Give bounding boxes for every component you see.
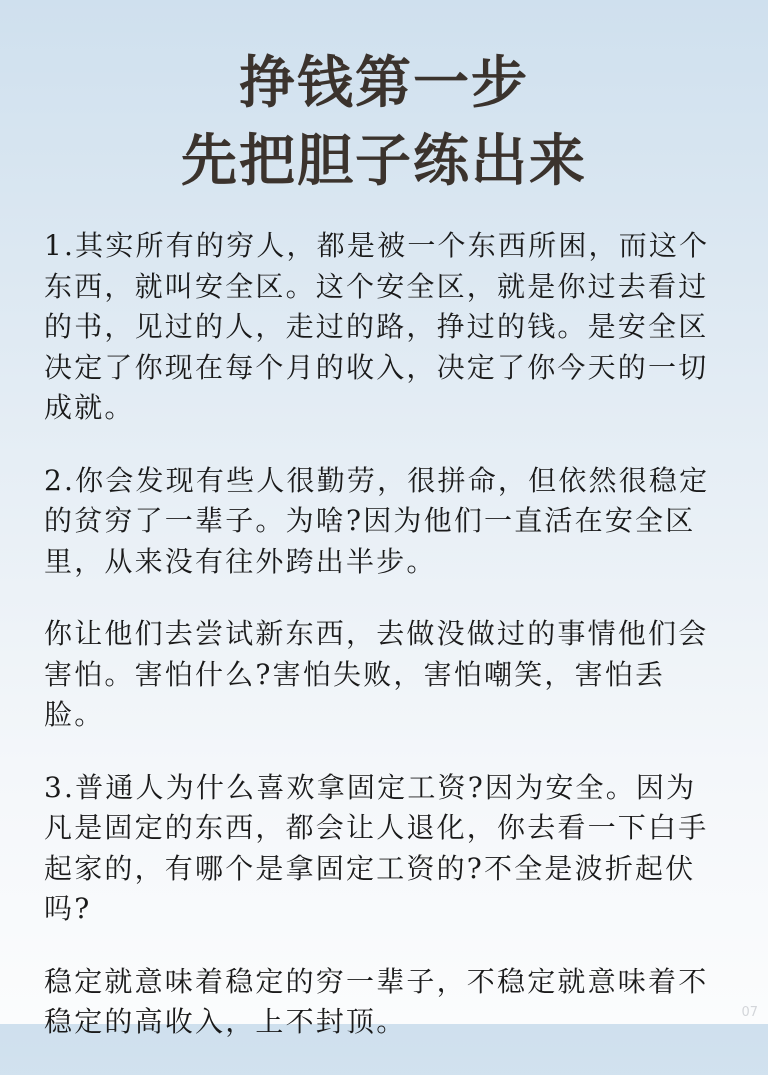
article-body: [44, 226, 724, 1075]
title-line-2: 先把胆子练出来: [181, 128, 587, 194]
title-line-1: 挣钱第一步: [239, 50, 529, 116]
page-number: 07: [741, 1005, 758, 1020]
paragraph-3: 你让他们去尝试新东西，去做没做过的事情他们会害怕。害怕什么?害怕失败，害怕嘲笑，害怕丢脸。: [44, 617, 709, 731]
paragraph-1: 1.其实所有的穷人，都是被一个东西所困，而这个东西，就叫安全区。这个安全区，就是你过去看过的书，见过的人，走过的路，挣过的钱。是安全区决定了你现在每个月的收入，决定了你今天的一切成就。: [44, 229, 710, 424]
paragraph-2: 2.你会发现有些人很勤劳，很拼命，但依然很稳定的贫穷了一辈子。为啥?因为他们一直活在安全区里，从来没有往外跨出半步。: [44, 463, 710, 578]
paragraph-4: 3.普通人为什么喜欢拿固定工资?因为安全。因为凡是固定的东西，都会让人退化，你去看一下白手起家的，有哪个是拿固定工资的?不全是波折起伏吗?: [44, 770, 709, 925]
paragraph-5: 稳定就意味着稳定的穷一辈子，不稳定就意味着不稳定的高收入，上不封顶。: [44, 964, 709, 1038]
